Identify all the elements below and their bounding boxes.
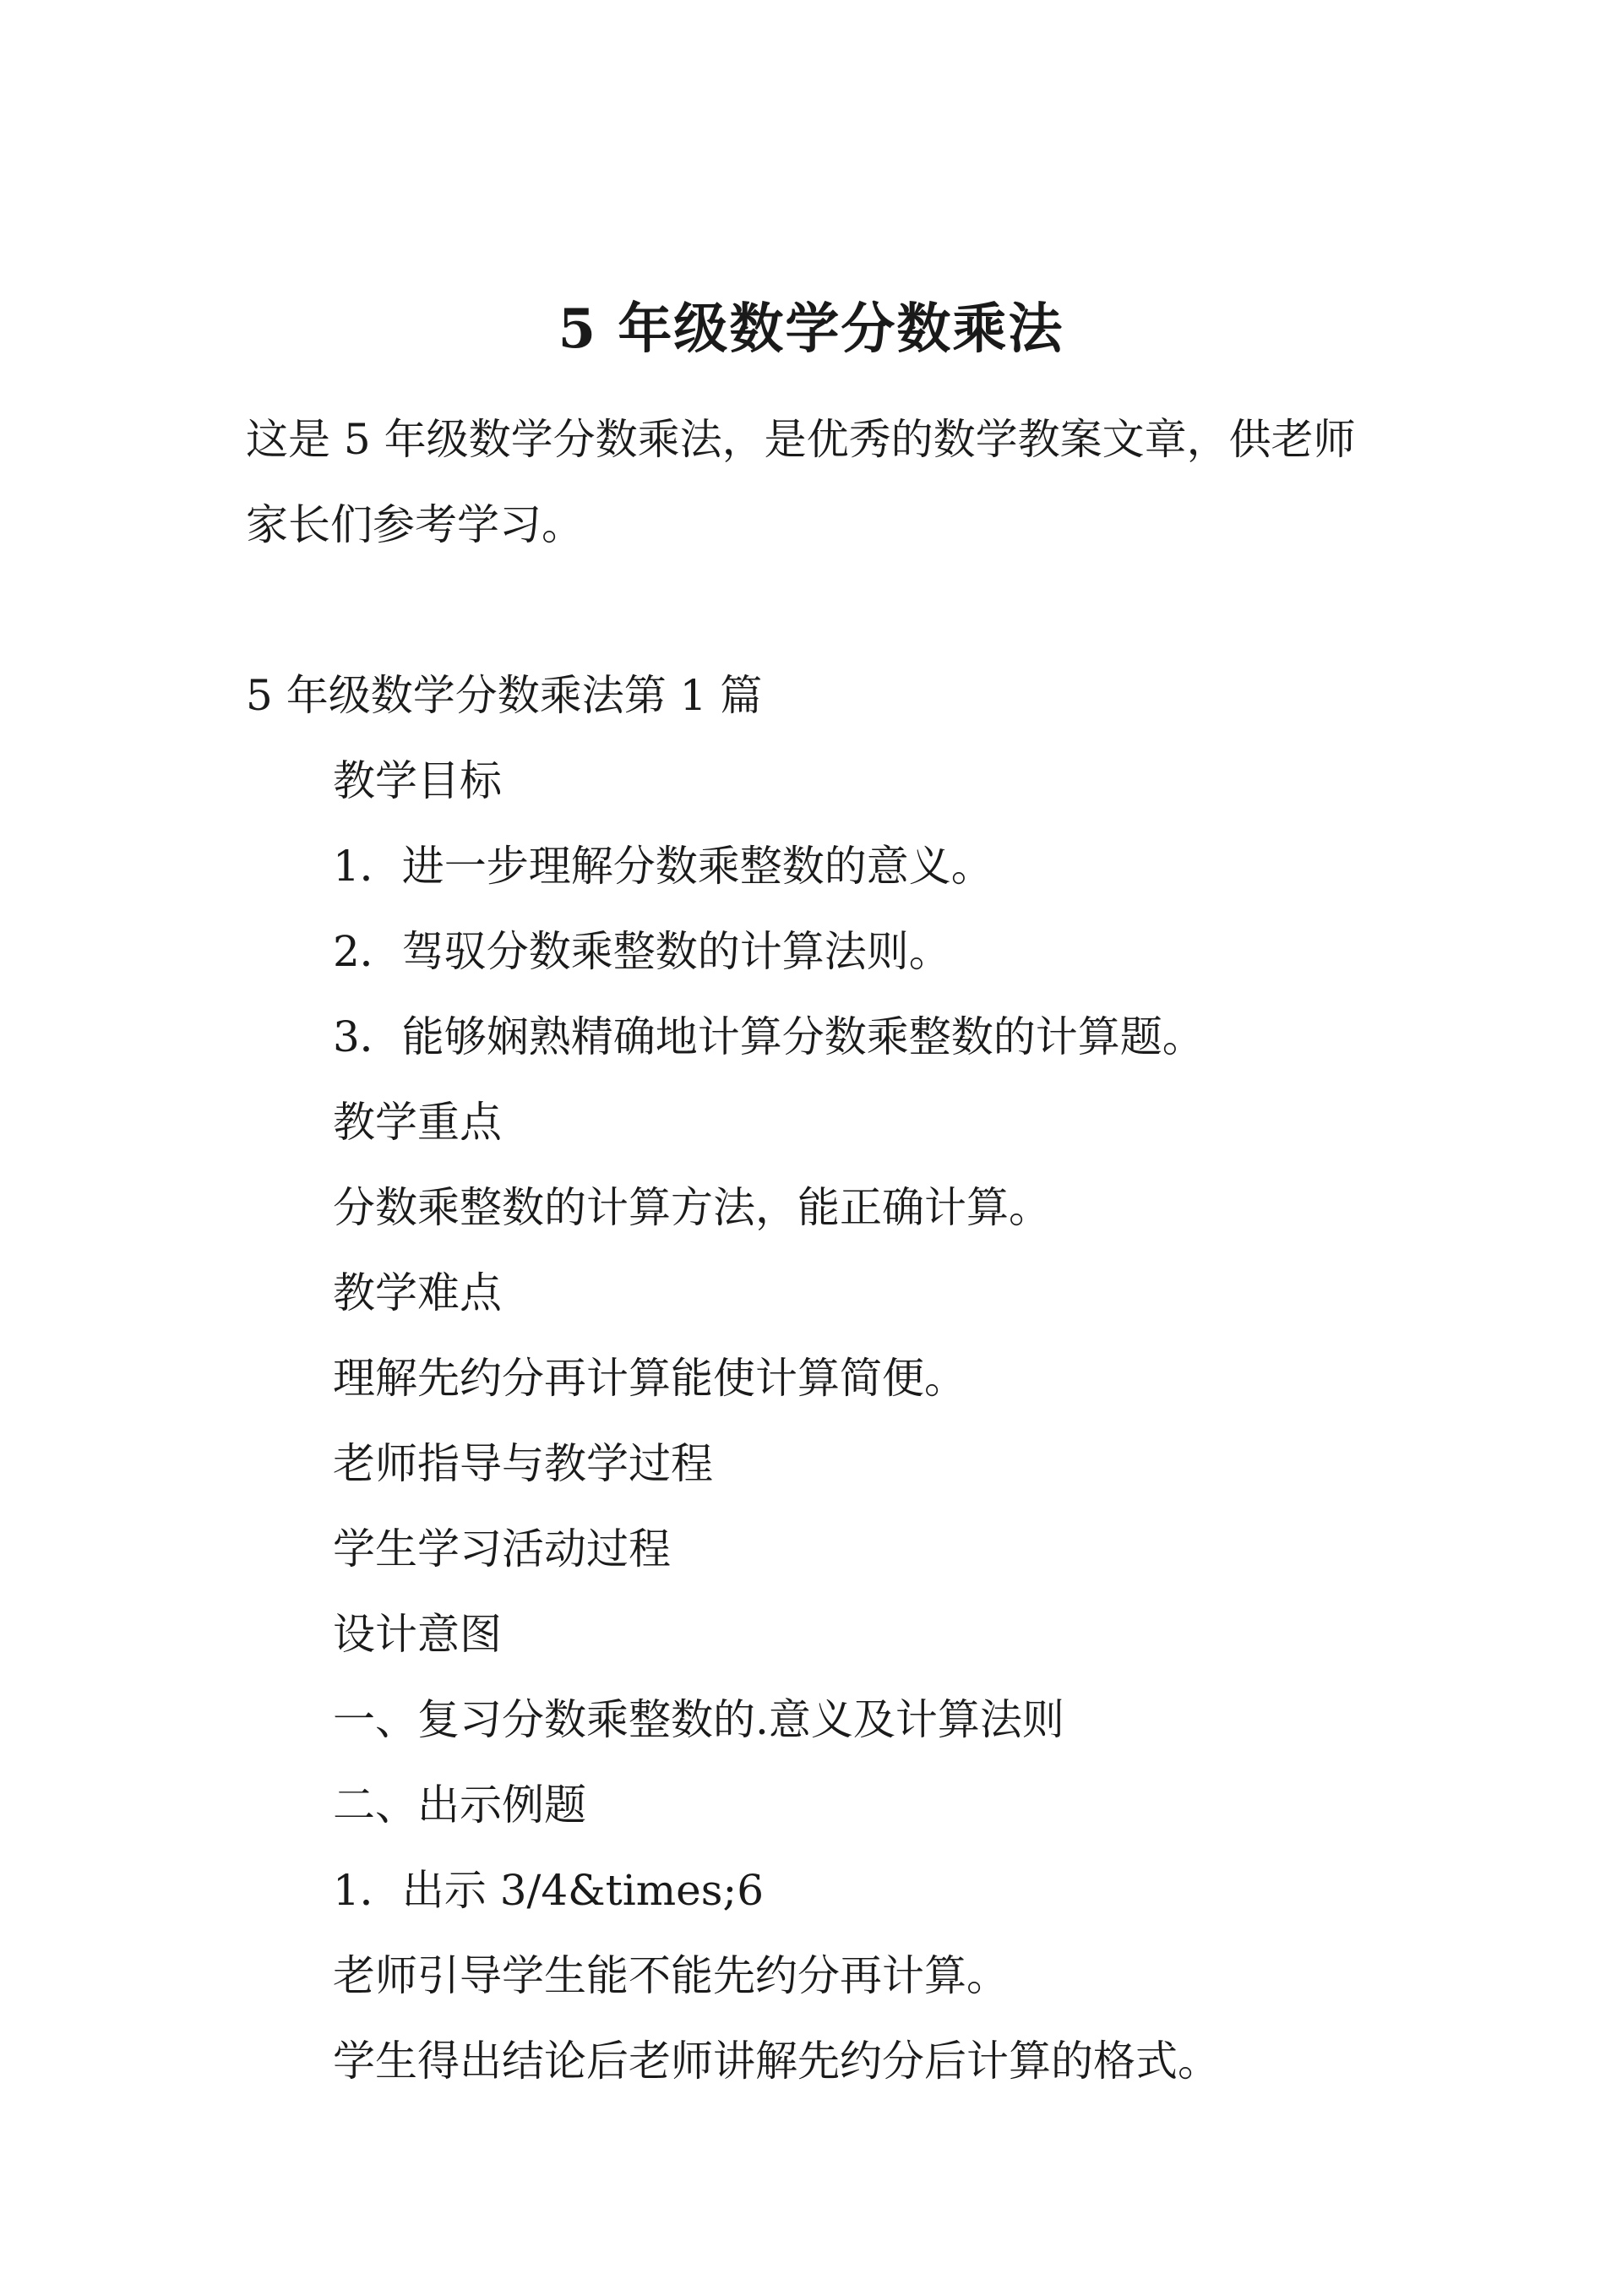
goal-item: 3．能够娴熟精确地计算分数乘整数的计算题。 [333,1012,1205,1061]
body-line: 二、出示例题 [333,1781,586,1830]
body-line: 老师指导与教学过程 [333,1439,713,1488]
body-line: 理解先约分再计算能使计算简便。 [333,1354,966,1403]
goal-item: 1．进一步理解分数乘整数的意义。 [333,842,993,891]
body-line: 设计意图 [333,1610,502,1659]
body-line: 老师引导学生能不能先约分再计算。 [333,1951,1009,2000]
subheading-teaching-goals: 教学目标 [333,756,502,805]
body-line: 分数乘整数的计算方法，能正确计算。 [333,1183,1051,1232]
goal-item: 2．驾驭分数乘整数的计算法则。 [333,927,951,976]
body-line: 1．出示 3/4&times;6 [333,1866,765,1915]
intro-line: 家长们参考学习。 [246,500,584,549]
subheading-key-points: 教学重点 [333,1098,502,1147]
body-line: 学生学习活动过程 [333,1524,671,1573]
intro-line: 这是 5 年级数学分数乘法，是优秀的数学教案文章，供老师 [246,415,1356,464]
body-line: 学生得出结论后老师讲解先约分后计算的格式。 [333,2037,1220,2086]
body-line: 一、复习分数乘整数的.意义及计算法则 [333,1695,1064,1744]
intro-paragraph [246,397,1403,568]
document-title: 5 年级数学分数乘法 [558,297,1064,361]
section-heading: 5 年级数学分数乘法第 1 篇 [246,671,763,720]
body-content [333,739,1220,2104]
subheading-difficulties: 教学难点 [333,1268,502,1317]
